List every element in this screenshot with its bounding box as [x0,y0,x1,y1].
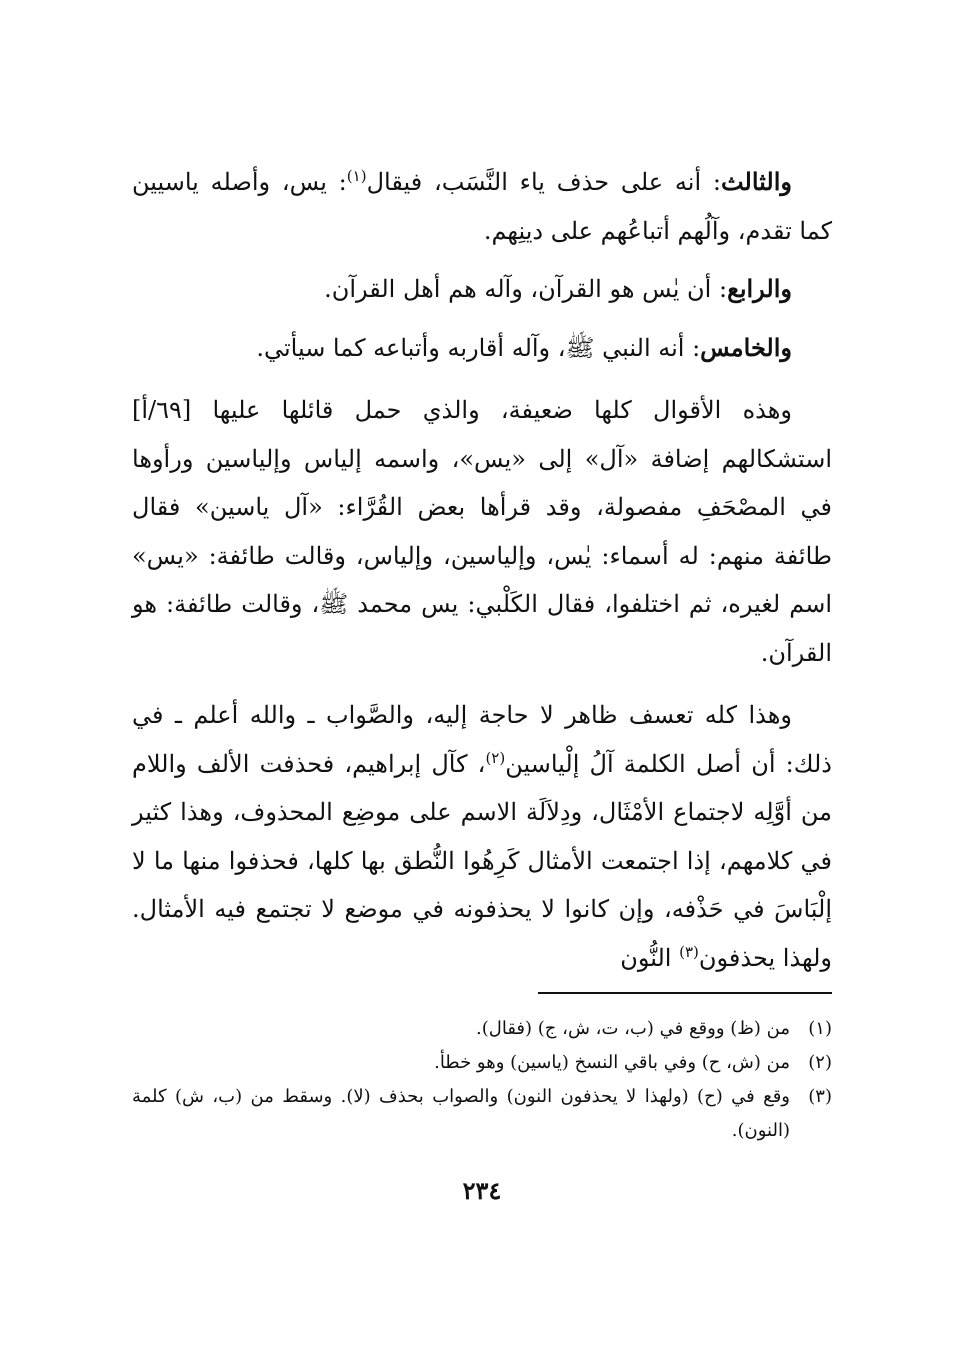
lead-word: والرابع [727,274,792,303]
paragraph-correct-view [132,691,832,982]
lead-word: والخامس [700,332,792,362]
paragraph-text: : أنه على حذف ياء النَّسَب، فيقال [366,168,721,196]
footnote-separator [538,992,832,994]
footnote-text: من (ظ) ووقع في (ب، ت، ش، ج) (فقال). [476,1018,790,1039]
paragraph-fourth-opinion [132,265,832,314]
footnote-marker[interactable]: (٣) [679,942,699,961]
footnote-item [132,1012,832,1046]
footnote-number: (٢) [808,1052,832,1073]
footnote-text: وقع في (ح) (ولهذا لا يحذفون النون) والصواب بحذف (لا). وسقط من (ب، ش) كلمة (النون). [132,1086,790,1141]
paragraph-third-opinion [132,158,832,255]
paragraph-text: : يس، وأصله ياسيين كما تقدم، وآلُهم أتباعُهم على دينِهم. [132,168,832,245]
paragraph-text: ، كآل إبراهيم، فحذفت الألف واللام من أوَّلِه لاجتماع الأمْثَال، ودِلاَلَة الاسم على موضِع المحذوف، وهذا كثير في كلامهم، إذا اجتمعت الأمثال كَرِهُوا النُّطق بها كلها، فحذفوا منها ما لا إلْبَاسَ في حَذْفه، وإن كانوا لا يحذفونه في موضع لا تجتمع فيه الأمثال. ولهذا يحذفون [132,749,832,972]
footnote-number: (١) [808,1018,832,1039]
lead-word: والثالث [720,167,792,196]
paragraph-text: : أنه النبي ﷺ، وآله أقاربه وأتباعه كما سيأتي. [256,333,701,362]
footnote-marker[interactable]: (١) [346,167,367,185]
paragraph-weak-opinions [132,386,832,677]
footnotes [132,1012,832,1148]
footnote-item [132,1080,832,1148]
paragraph-text: وهذه الأقوال كلها ضعيفة، والذي حمل قائلها عليها [٦٩/أ] استشكالهم إضافة «آل» إلى «يس»، واسمه إلياس وإلياسين ورأوها في المصْحَفِ مفصولة، وقد قرأها بعض القُرَّاء: «آل ياسين» فقال طائفة منهم: له أسماء: يٰس، وإلياسين، وإلياس، وقالت طائفة: «يس» اسم لغيره، ثم اختلفوا، فقال الكَلْبي: يس محمد ﷺ، وقالت طائفة: هو القرآن. [132,396,833,667]
footnote-item [132,1046,832,1080]
footnote-marker[interactable]: (٢) [485,748,506,767]
footnote-text: من (ش، ح) وفي باقي النسخ (ياسين) وهو خطأ. [434,1052,790,1073]
paragraph-text: : أن يٰس هو القرآن، وآله هم أهل القرآن. [324,275,728,303]
paragraph-text: النُّون [620,943,680,972]
page-number: ٢٣٤ [462,1176,502,1205]
paragraph-text: وهذا كله تعسف ظاهر لا حاجة إليه، والصَّواب ـ والله أعلم ـ في ذلك: أن أصل الكلمة آلُ إلْياسين [132,701,832,778]
footnote-number: (٣) [808,1086,832,1107]
main-text [132,158,832,982]
paragraph-fifth-opinion [132,324,832,373]
